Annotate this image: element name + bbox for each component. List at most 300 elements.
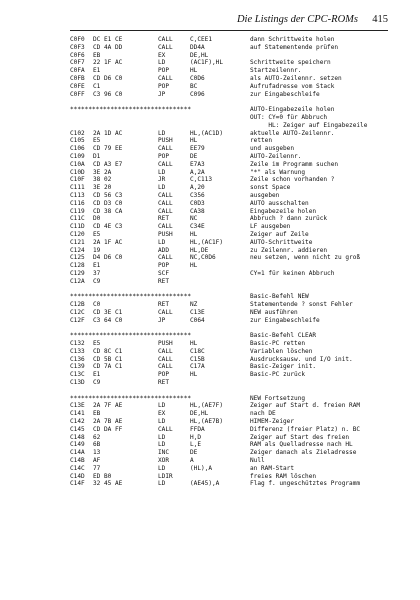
mnemonic: CALL bbox=[158, 160, 173, 168]
comment: nach DE bbox=[250, 410, 276, 418]
listing-line bbox=[70, 200, 400, 208]
mnemonic: RET bbox=[158, 215, 170, 223]
comment: Basic-Zeiger init. bbox=[250, 363, 317, 371]
comment: AUTO-Zeilennr. bbox=[250, 152, 302, 160]
address: C0FB bbox=[70, 74, 85, 82]
mnemonic: JP bbox=[158, 316, 166, 324]
listing-line bbox=[70, 309, 400, 317]
listing-line bbox=[70, 106, 400, 114]
mnemonic: CALL bbox=[158, 36, 173, 43]
hex-bytes: 2A 1D AC bbox=[93, 129, 123, 137]
hex-bytes: 3E 20 bbox=[93, 184, 112, 192]
hex-bytes: CD A3 E7 bbox=[93, 160, 123, 168]
mnemonic: PUSH bbox=[158, 230, 173, 238]
operand: HL bbox=[190, 340, 198, 348]
operand: HL,(AC1F) bbox=[190, 238, 224, 246]
address: C142 bbox=[70, 418, 85, 426]
hex-bytes: CD 8C C1 bbox=[93, 347, 123, 355]
mnemonic: EX bbox=[158, 410, 166, 418]
page-number: 415 bbox=[372, 14, 388, 25]
listing-line bbox=[70, 371, 400, 379]
address: C145 bbox=[70, 425, 85, 433]
mnemonic: LD bbox=[158, 433, 166, 441]
mnemonic: LD bbox=[158, 402, 166, 410]
comment: RAM als Quelladresse nach HL bbox=[250, 441, 353, 449]
comment: aktuelle AUTO-Zeilennr. bbox=[250, 129, 335, 137]
operand: C15B bbox=[190, 355, 205, 363]
hex-bytes: D1 bbox=[93, 152, 101, 160]
blank-line bbox=[70, 98, 400, 106]
mnemonic: CALL bbox=[158, 425, 173, 433]
comment: Differenz (freier Platz) n. BC bbox=[250, 425, 361, 433]
mnemonic: LD bbox=[158, 238, 166, 246]
mnemonic: LD bbox=[158, 464, 166, 472]
operand: NZ bbox=[190, 301, 198, 309]
address: C14C bbox=[70, 464, 85, 472]
listing-line bbox=[70, 59, 400, 67]
address: C148 bbox=[70, 433, 85, 441]
comment: Eingabezeile holen bbox=[250, 207, 317, 215]
comment: Abbruch ? dann zurück bbox=[250, 215, 328, 223]
comment: Flag f. ungeschütztes Programm bbox=[250, 480, 361, 488]
listing-line bbox=[70, 231, 400, 239]
address: C124 bbox=[70, 246, 85, 254]
hex-bytes: CD DA FF bbox=[93, 425, 123, 433]
address: C12B bbox=[70, 301, 85, 309]
comment: Startzeilennr. bbox=[250, 67, 302, 75]
comment: Basic-PC retten bbox=[250, 340, 306, 348]
listing-line bbox=[70, 434, 400, 442]
header-rule bbox=[70, 30, 388, 31]
operand: HL bbox=[190, 230, 198, 238]
comment: NEW Fortsetzung bbox=[250, 394, 306, 402]
comment: Ausdrucksausw. und I/O init. bbox=[250, 355, 353, 363]
operand: A bbox=[190, 457, 194, 465]
address: C13E bbox=[70, 402, 85, 410]
comment: AUTO-Schrittweite bbox=[250, 238, 313, 246]
hex-bytes: C9 bbox=[93, 277, 101, 285]
mnemonic: JP bbox=[158, 90, 166, 98]
mnemonic: POP bbox=[158, 371, 170, 379]
mnemonic: LD bbox=[158, 59, 166, 67]
operand: HL bbox=[190, 137, 198, 145]
blank-line bbox=[70, 324, 400, 332]
listing-line bbox=[70, 184, 400, 192]
address: C121 bbox=[70, 238, 85, 246]
address: C125 bbox=[70, 254, 85, 262]
comment: Basic-PC zurück bbox=[250, 371, 306, 379]
listing-line bbox=[70, 410, 400, 418]
operand: DE bbox=[190, 152, 198, 160]
comment: Aufrufadresse vom Stack bbox=[250, 82, 335, 90]
operand: C356 bbox=[190, 191, 205, 199]
listing-line bbox=[70, 83, 400, 91]
mnemonic: LD bbox=[158, 441, 166, 449]
mnemonic: LD bbox=[158, 129, 166, 137]
operand: E7A3 bbox=[190, 160, 205, 168]
operand: C34E bbox=[190, 223, 205, 231]
address: C13C bbox=[70, 371, 85, 379]
listing-line bbox=[70, 161, 400, 169]
operand: NC,C0D6 bbox=[190, 254, 216, 262]
hex-bytes: DC E1 CE bbox=[93, 36, 123, 43]
mnemonic: CALL bbox=[158, 199, 173, 207]
hex-bytes: 38 02 bbox=[93, 176, 112, 184]
listing-line bbox=[70, 293, 400, 301]
comment: Zeiger auf Zeile bbox=[250, 230, 309, 238]
address: C0F0 bbox=[70, 36, 85, 43]
hex-bytes: CD 38 CA bbox=[93, 207, 123, 215]
listing-line bbox=[70, 169, 400, 177]
mnemonic: EX bbox=[158, 51, 166, 59]
hex-bytes: 62 bbox=[93, 433, 101, 441]
listing-line bbox=[70, 122, 400, 130]
comment: neu setzen, wenn nicht zu groß bbox=[250, 254, 361, 262]
operand: BC bbox=[190, 82, 198, 90]
address: ********************************* bbox=[70, 293, 192, 301]
operand: EE79 bbox=[190, 145, 205, 153]
address: C10A bbox=[70, 160, 85, 168]
hex-bytes: ED B0 bbox=[93, 472, 112, 480]
listing-line bbox=[70, 457, 400, 465]
mnemonic: CALL bbox=[158, 207, 173, 215]
mnemonic: LDIR bbox=[158, 472, 173, 480]
mnemonic: PUSH bbox=[158, 137, 173, 145]
address: ********************************* bbox=[70, 332, 192, 340]
operand: HL,(AE7B) bbox=[190, 418, 224, 426]
address: C119 bbox=[70, 207, 85, 215]
hex-bytes: 2A 7F AE bbox=[93, 402, 123, 410]
address: C12C bbox=[70, 308, 85, 316]
operand: DE bbox=[190, 449, 198, 457]
comment: OUT: CY=0 für Abbruch bbox=[250, 113, 328, 121]
address: C14F bbox=[70, 480, 85, 488]
operand: C0D3 bbox=[190, 199, 205, 207]
address: C109 bbox=[70, 152, 85, 160]
mnemonic: CALL bbox=[158, 74, 173, 82]
hex-bytes: E5 bbox=[93, 230, 101, 238]
hex-bytes: E5 bbox=[93, 137, 101, 145]
listing-line bbox=[70, 363, 400, 371]
comment: CY=1 für keinen Abbruch bbox=[250, 269, 335, 277]
mnemonic: LD bbox=[158, 168, 166, 176]
operand: (AE45),A bbox=[190, 480, 220, 488]
listing-line bbox=[70, 137, 400, 145]
operand: HL,(AC1D) bbox=[190, 129, 224, 137]
listing-line bbox=[70, 114, 400, 122]
operand: NC bbox=[190, 215, 198, 223]
operand: C,CEE1 bbox=[190, 36, 213, 43]
address: C141 bbox=[70, 410, 85, 418]
mnemonic: SCF bbox=[158, 269, 170, 277]
listing-line bbox=[70, 301, 400, 309]
operand: H,D bbox=[190, 433, 202, 441]
comment: retten bbox=[250, 137, 273, 145]
address: C116 bbox=[70, 199, 85, 207]
listing-line bbox=[70, 208, 400, 216]
address: C0FF bbox=[70, 90, 85, 98]
comment: Basic-Befehl NEW bbox=[250, 293, 309, 301]
comment: und ausgeben bbox=[250, 145, 295, 153]
hex-bytes: CD 5B C1 bbox=[93, 355, 123, 363]
mnemonic: POP bbox=[158, 82, 170, 90]
address: C139 bbox=[70, 363, 85, 371]
listing-line bbox=[70, 36, 400, 44]
listing-line bbox=[70, 239, 400, 247]
operand: HL bbox=[190, 262, 198, 270]
mnemonic: CALL bbox=[158, 191, 173, 199]
address: C105 bbox=[70, 137, 85, 145]
comment: NEW ausführen bbox=[250, 308, 298, 316]
operand: A,20 bbox=[190, 184, 205, 192]
mnemonic: XOR bbox=[158, 457, 170, 465]
operand: HL bbox=[190, 371, 198, 379]
mnemonic: CALL bbox=[158, 308, 173, 316]
comment: freies RAM löschen bbox=[250, 472, 317, 480]
operand: C13E bbox=[190, 308, 205, 316]
mnemonic: RET bbox=[158, 301, 170, 309]
comment: Basic-Befehl CLEAR bbox=[250, 332, 317, 340]
listing-line bbox=[70, 395, 400, 403]
mnemonic: JR bbox=[158, 176, 166, 184]
comment: Schrittweite speichern bbox=[250, 59, 331, 67]
hex-bytes: 37 bbox=[93, 269, 101, 277]
operand: DE,HL bbox=[190, 410, 209, 418]
listing-line bbox=[70, 426, 400, 434]
address: C132 bbox=[70, 340, 85, 348]
hex-bytes: CD 4E C3 bbox=[93, 223, 123, 231]
hex-bytes: CD 79 EE bbox=[93, 145, 123, 153]
listing-line bbox=[70, 247, 400, 255]
listing-line bbox=[70, 278, 400, 286]
address: C102 bbox=[70, 129, 85, 137]
hex-bytes: 19 bbox=[93, 246, 101, 254]
listing-line bbox=[70, 44, 400, 52]
listing-line bbox=[70, 317, 400, 325]
blank-line bbox=[70, 387, 400, 395]
comment: zur Eingabeschleife bbox=[250, 316, 320, 324]
address: C133 bbox=[70, 347, 85, 355]
mnemonic: POP bbox=[158, 67, 170, 75]
comment: auf Statementende prüfen bbox=[250, 43, 339, 51]
address: ********************************* bbox=[70, 394, 192, 402]
listing-line bbox=[70, 262, 400, 270]
comment: HIMEM-Zeiger bbox=[250, 418, 295, 426]
hex-bytes: E5 bbox=[93, 340, 101, 348]
mnemonic: ADD bbox=[158, 246, 170, 254]
hex-bytes: 6B bbox=[93, 441, 101, 449]
address: C0FE bbox=[70, 82, 85, 90]
address: C0F3 bbox=[70, 43, 85, 51]
operand: CA38 bbox=[190, 207, 205, 215]
operand: (AC1F),HL bbox=[190, 59, 224, 67]
operand: A,2A bbox=[190, 168, 205, 176]
operand: C0D6 bbox=[190, 74, 205, 82]
mnemonic: CALL bbox=[158, 145, 173, 153]
comment: als AUTO-Zeilennr. setzen bbox=[250, 74, 342, 82]
hex-bytes: 13 bbox=[93, 449, 101, 457]
hex-bytes: EB bbox=[93, 410, 101, 418]
mnemonic: LD bbox=[158, 184, 166, 192]
hex-bytes: E1 bbox=[93, 371, 101, 379]
operand: C,C113 bbox=[190, 176, 213, 184]
listing-line bbox=[70, 379, 400, 387]
mnemonic: CALL bbox=[158, 254, 173, 262]
listing-line bbox=[70, 402, 400, 410]
address: ********************************* bbox=[70, 106, 192, 114]
mnemonic: RET bbox=[158, 277, 170, 285]
listing-line bbox=[70, 75, 400, 83]
comment: Zeile im Programm suchen bbox=[250, 160, 339, 168]
operand: C064 bbox=[190, 316, 205, 324]
operand: C17A bbox=[190, 363, 205, 371]
hex-bytes: CD 4A DD bbox=[93, 43, 123, 51]
listing-line bbox=[70, 223, 400, 231]
mnemonic: CALL bbox=[158, 43, 173, 51]
listing-line bbox=[70, 192, 400, 200]
comment: HL: Zeiger auf Eingabezeile bbox=[250, 121, 368, 129]
assembly-listing bbox=[70, 36, 400, 488]
mnemonic: CALL bbox=[158, 363, 173, 371]
running-header bbox=[70, 14, 388, 28]
header-title: Die Listings der CPC-ROMs bbox=[236, 14, 358, 25]
listing-line bbox=[70, 130, 400, 138]
operand: DE,HL bbox=[190, 51, 209, 59]
mnemonic: LD bbox=[158, 480, 166, 488]
comment: zu Zeilennr. addieren bbox=[250, 246, 328, 254]
hex-bytes: 2A 1F AC bbox=[93, 238, 123, 246]
address: C0F7 bbox=[70, 59, 85, 67]
comment: zur Eingabeschleife bbox=[250, 90, 320, 98]
address: C120 bbox=[70, 230, 85, 238]
hex-bytes: 32 45 AE bbox=[93, 480, 123, 488]
address: C10F bbox=[70, 176, 85, 184]
hex-bytes: D0 bbox=[93, 215, 101, 223]
operand: (HL),A bbox=[190, 464, 213, 472]
listing-line bbox=[70, 449, 400, 457]
hex-bytes: 3E 2A bbox=[93, 168, 112, 176]
address: C111 bbox=[70, 184, 85, 192]
hex-bytes: CD 3E C1 bbox=[93, 308, 123, 316]
operand: C18C bbox=[190, 347, 205, 355]
hex-bytes: EB bbox=[93, 51, 101, 59]
mnemonic: RET bbox=[158, 379, 170, 387]
address: C14D bbox=[70, 472, 85, 480]
listing-line bbox=[70, 465, 400, 473]
listing-line bbox=[70, 145, 400, 153]
listing-line bbox=[70, 332, 400, 340]
listing-line bbox=[70, 176, 400, 184]
hex-bytes: D4 D6 C0 bbox=[93, 254, 123, 262]
address: C136 bbox=[70, 355, 85, 363]
operand: HL,DE bbox=[190, 246, 209, 254]
operand: HL,(AE7F) bbox=[190, 402, 224, 410]
comment: ausgeben bbox=[250, 191, 280, 199]
hex-bytes: C1 bbox=[93, 82, 101, 90]
mnemonic: CALL bbox=[158, 347, 173, 355]
operand: C096 bbox=[190, 90, 205, 98]
address: C11D bbox=[70, 223, 85, 231]
listing-line bbox=[70, 153, 400, 161]
comment: an RAM-Start bbox=[250, 464, 295, 472]
listing-line bbox=[70, 67, 400, 75]
hex-bytes: 22 1F AC bbox=[93, 59, 123, 67]
operand: L,E bbox=[190, 441, 202, 449]
listing-line bbox=[70, 91, 400, 99]
address: C129 bbox=[70, 269, 85, 277]
address: C12A bbox=[70, 277, 85, 285]
address: C14B bbox=[70, 457, 85, 465]
comment: sonst Space bbox=[250, 184, 291, 192]
hex-bytes: C9 bbox=[93, 379, 101, 387]
hex-bytes: AF bbox=[93, 457, 101, 465]
address: C11C bbox=[70, 215, 85, 223]
comment: AUTO-Eingabezeile holen bbox=[250, 106, 335, 114]
comment: Variablen löschen bbox=[250, 347, 313, 355]
listing-line bbox=[70, 473, 400, 481]
mnemonic: POP bbox=[158, 152, 170, 160]
mnemonic: CALL bbox=[158, 223, 173, 231]
hex-bytes: C0 bbox=[93, 301, 101, 309]
listing-line bbox=[70, 480, 400, 488]
address: C128 bbox=[70, 262, 85, 270]
hex-bytes: 77 bbox=[93, 464, 101, 472]
listing-line bbox=[70, 254, 400, 262]
address: C14A bbox=[70, 449, 85, 457]
address: C106 bbox=[70, 145, 85, 153]
hex-bytes: E1 bbox=[93, 67, 101, 75]
hex-bytes: CD 56 C3 bbox=[93, 191, 123, 199]
comment: Zeile schon vorhanden ? bbox=[250, 176, 335, 184]
operand: HL bbox=[190, 67, 198, 75]
hex-bytes: 2A 7B AE bbox=[93, 418, 123, 426]
address: C13D bbox=[70, 379, 85, 387]
operand: DD4A bbox=[190, 43, 205, 51]
listing-line bbox=[70, 418, 400, 426]
listing-line bbox=[70, 340, 400, 348]
comment: AUTO ausschalten bbox=[250, 199, 309, 207]
listing-line bbox=[70, 52, 400, 60]
mnemonic: LD bbox=[158, 418, 166, 426]
address: C12F bbox=[70, 316, 85, 324]
hex-bytes: E1 bbox=[93, 262, 101, 270]
hex-bytes: CD D6 C0 bbox=[93, 74, 123, 82]
comment: dann Schrittweite holen bbox=[250, 36, 335, 43]
mnemonic: POP bbox=[158, 262, 170, 270]
comment: Zeiger auf Start des freien bbox=[250, 433, 350, 441]
blank-line bbox=[70, 286, 400, 294]
address: C149 bbox=[70, 441, 85, 449]
listing-line bbox=[70, 356, 400, 364]
address: C0FA bbox=[70, 67, 85, 75]
listing-line bbox=[70, 441, 400, 449]
mnemonic: PUSH bbox=[158, 340, 173, 348]
comment: Null bbox=[250, 457, 265, 465]
comment: Zeiger danach als Zieladresse bbox=[250, 449, 357, 457]
address: C113 bbox=[70, 191, 85, 199]
hex-bytes: C3 96 C0 bbox=[93, 90, 123, 98]
comment: LF ausgeben bbox=[250, 223, 291, 231]
address: C0F6 bbox=[70, 51, 85, 59]
comment: "*" als Warnung bbox=[250, 168, 306, 176]
listing-line bbox=[70, 270, 400, 278]
mnemonic: INC bbox=[158, 449, 170, 457]
hex-bytes: C3 64 C0 bbox=[93, 316, 123, 324]
comment: Zeiger auf Start d. freien RAM bbox=[250, 402, 361, 410]
address: C10D bbox=[70, 168, 85, 176]
listing-line bbox=[70, 348, 400, 356]
hex-bytes: CD D3 C0 bbox=[93, 199, 123, 207]
